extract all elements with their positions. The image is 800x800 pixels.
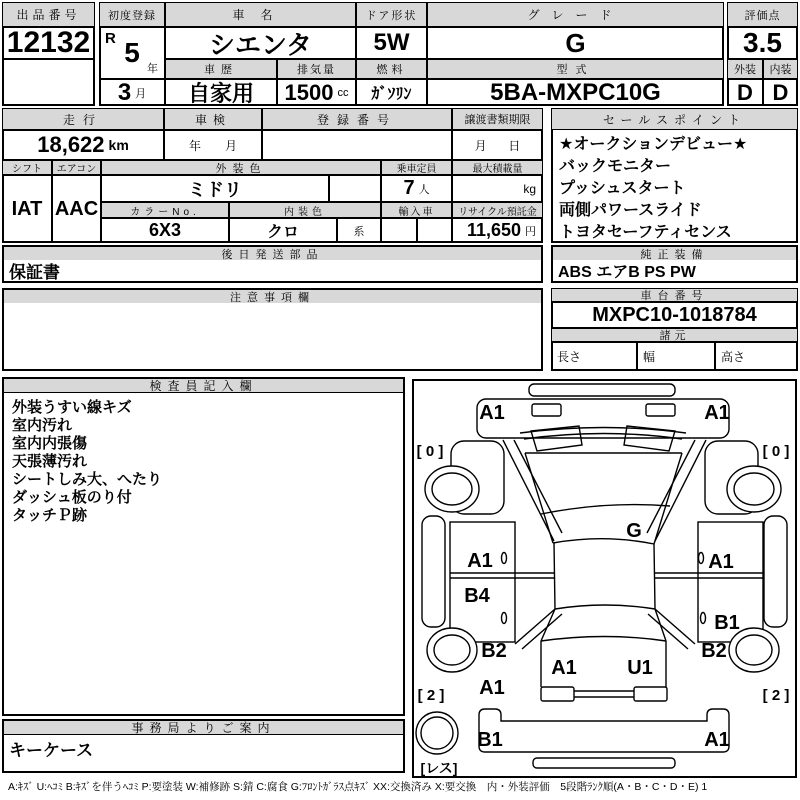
office-value: キーケース [9, 741, 94, 760]
recycle-fee-cell [452, 218, 543, 243]
headlight-left [532, 404, 561, 416]
fuel-value: ｶﾞｿﾘﾝ [356, 79, 427, 106]
model-code-label: 型式 [427, 59, 724, 79]
windshield-glass-bottom [541, 505, 670, 514]
registration-number-value [262, 130, 452, 160]
mark-front-door-right: A1 [708, 551, 734, 573]
displacement-cell [277, 79, 356, 106]
door-handle-rear-right [701, 613, 706, 624]
roof-rear-arc [555, 605, 655, 609]
mileage-cell [2, 130, 164, 160]
mark-rear-quarter-left: B2 [481, 640, 507, 662]
mark-rear-quarter-right: B2 [701, 640, 727, 662]
rear-bumper-trim [533, 758, 675, 768]
mark-rear-bumper-right: A1 [704, 729, 730, 751]
notes-label: 注意事項欄 [4, 290, 541, 303]
first-registration-year: 5 [124, 37, 140, 68]
fuel-label: 燃料 [356, 59, 427, 79]
notes-value [4, 303, 541, 369]
recycle-fee-unit: 円 [525, 225, 536, 238]
door-handle-rear-left [502, 613, 507, 624]
rear-glass-bottom [541, 637, 666, 642]
mark-tailgate-right: U1 [627, 657, 653, 679]
mark-rear-tire-right: [ 2 ] [762, 687, 790, 704]
inspection-month-unit: 月 [224, 138, 237, 153]
interior-color-suffix: 系 [337, 218, 381, 243]
door-shape-value: 5W [356, 27, 427, 59]
equipment-label: 純正装備 [553, 247, 796, 260]
year-unit: 年 [147, 63, 158, 75]
mark-rear-tire-left: [ 2 ] [417, 687, 445, 704]
sales-points-label: セールスポイント [551, 108, 798, 130]
side-sill-right [764, 516, 787, 627]
shift-label: シフト [2, 160, 52, 175]
car-name-label: 車名 [165, 2, 356, 27]
sales-point-item: 両側パワースライド [559, 202, 702, 219]
mileage-value: 18,622 [37, 132, 105, 157]
door-gap-lines [450, 573, 763, 578]
color-no-value: 6X3 [101, 218, 229, 243]
mark-windshield: G [626, 520, 642, 542]
sales-point-item: トヨタセーフティセンス [559, 224, 732, 241]
c-pillars [515, 609, 695, 649]
mark-front-left: A1 [479, 402, 505, 424]
spec-length-label: 長さ [551, 342, 637, 371]
max-load-unit: kg [523, 181, 536, 196]
shift-value: IAT [2, 175, 52, 243]
later-parts-label: 後日発送部品 [4, 247, 541, 260]
exterior-color-label: 外装色 [101, 160, 381, 175]
first-registration-label: 初度登録 [99, 2, 165, 27]
import-cell-left [381, 218, 417, 243]
mark-spare-tire: [レス] [420, 760, 458, 776]
chassis-value: MXPC10-1018784 [551, 302, 798, 328]
displacement-value: 1500 [284, 79, 334, 105]
mark-front-tire-right: [ 0 ] [762, 443, 790, 460]
interior-color-value: クロ [229, 218, 337, 243]
grade-label: グレード [427, 2, 724, 27]
registration-number-label: 登録番号 [262, 108, 452, 130]
auction-number-label: 出品番号 [2, 2, 95, 27]
auction-number-empty [2, 59, 95, 106]
displacement-label: 排気量 [277, 59, 356, 79]
interior-color-label: 内装色 [229, 202, 381, 218]
car-rear-bumper [479, 709, 729, 752]
import-cell-right [417, 218, 452, 243]
mark-rear-quarter-lower-left: A1 [479, 677, 505, 699]
inspector-label: 検査員記入欄 [4, 379, 403, 393]
a-pillar-left [503, 440, 562, 541]
inspection-year-unit: 年 [188, 138, 201, 153]
month-unit: 月 [135, 87, 147, 100]
first-registration-year-cell [99, 27, 165, 79]
score-value: 3.5 [727, 27, 798, 59]
roof-side-lines [554, 543, 655, 609]
damage-diagram-box [412, 379, 797, 778]
car-diagram [414, 381, 795, 776]
mileage-unit: km [108, 137, 129, 153]
inspector-item: 室内内張傷 [12, 435, 88, 452]
office-label: 事務局よりご案内 [4, 721, 403, 735]
inspection-cell [164, 130, 262, 160]
mileage-label: 走行 [2, 108, 164, 130]
door-panel-left [450, 522, 515, 642]
spec-width-label: 幅 [637, 342, 715, 371]
equipment-value: ABS エアB PS PW [558, 264, 696, 281]
mark-rear-door-left: B4 [464, 585, 490, 607]
transfer-day-unit: 日 [508, 138, 521, 153]
exterior-grade-label: 外装 [727, 59, 763, 79]
transfer-deadline-label: 譲渡書類期限 [452, 108, 543, 130]
sales-point-item: ★オークションデビュー★ [559, 136, 748, 153]
score-label: 評価点 [727, 2, 798, 27]
inspection-label: 車検 [164, 108, 262, 130]
aircon-label: エアコン [52, 160, 101, 175]
era-code: R [105, 30, 116, 47]
tail-trim-lines [574, 691, 634, 697]
car-hood [477, 399, 729, 438]
sales-points-list [553, 131, 796, 241]
model-code-value: 5BA-MXPC10G [427, 79, 724, 106]
capacity-cell [381, 175, 452, 202]
door-handle-front-left [502, 553, 507, 564]
door-handle-front-right [699, 553, 704, 564]
transfer-deadline-cell [452, 130, 543, 160]
tail-light-right [634, 687, 667, 701]
exterior-grade-value: D [727, 79, 763, 106]
displacement-unit: cc [337, 86, 349, 99]
chassis-label: 車台番号 [551, 288, 798, 302]
interior-grade-label: 内装 [763, 59, 798, 79]
max-load-label: 最大積載量 [452, 160, 543, 175]
history-value: 自家用 [165, 79, 277, 106]
inspector-item: 室内汚れ [12, 417, 73, 434]
inspector-item: ダッシュ板のり付 [12, 489, 132, 506]
mark-rear-door-right: B1 [714, 612, 740, 634]
sales-point-item: バックモニター [559, 158, 672, 175]
sales-point-item: プッシュスタート [559, 180, 686, 197]
car-name-value: シエンタ [165, 27, 356, 59]
later-parts-value: 保証書 [9, 263, 60, 281]
exterior-color-value: ミドリ [101, 175, 329, 202]
inspector-item: タッチＰ跡 [12, 507, 88, 524]
first-registration-month-cell [99, 79, 165, 106]
color-no-label: カラーNo. [101, 202, 229, 218]
max-load-cell [452, 175, 543, 202]
inspector-item: シートしみ大、へたり [12, 471, 163, 488]
inspector-item: 天張薄汚れ [12, 453, 88, 470]
capacity-unit: 人 [418, 183, 430, 196]
import-label: 輸入車 [381, 202, 452, 218]
spec-height-label: 高さ [715, 342, 798, 371]
headlight-right [646, 404, 675, 416]
recycle-fee-label: リサイクル預託金 [452, 202, 543, 218]
first-registration-month: 3 [117, 79, 132, 106]
inspector-item: 外装うすい線キズ [12, 399, 132, 416]
tail-light-left [541, 687, 574, 701]
interior-grade-value: D [763, 79, 798, 106]
recycle-fee-value: 11,650 [466, 220, 521, 240]
inspector-list [6, 396, 401, 711]
door-shape-label: ドア形状 [356, 2, 427, 27]
mark-front-tire-left: [ 0 ] [416, 443, 444, 460]
capacity-value: 7 [403, 177, 415, 199]
mark-tailgate-left: A1 [551, 657, 577, 679]
exterior-color-extra [329, 175, 381, 202]
spare-tire [416, 712, 458, 754]
auction-number-value: 12132 [2, 27, 95, 59]
aircon-value: AAC [52, 175, 101, 243]
mark-front-right: A1 [704, 402, 730, 424]
capacity-label: 乗車定員 [381, 160, 452, 175]
mark-front-door-left: A1 [467, 550, 493, 572]
grade-value: G [427, 27, 724, 59]
mark-rear-bumper-left: B1 [477, 729, 503, 751]
spec-label: 諸元 [551, 328, 798, 342]
history-label: 車歴 [165, 59, 277, 79]
side-sill-left [422, 516, 445, 627]
a-pillar-right [647, 440, 706, 541]
transfer-month-unit: 月 [474, 138, 487, 153]
legend-text: A:ｷｽﾞ U:ﾍｺﾐ B:ｷｽﾞを伴うﾍｺﾐ P:要塗装 W:補修跡 S:錆 C:腐食 G:ﾌﾛﾝﾄｶﾞﾗｽ点ｷｽﾞ XX:交換済み X:要交換 内・外装評価 5段階ﾗﾝｸ順(A・B・C・D・E) 1 [8, 781, 708, 793]
car-front-bumper [529, 384, 675, 396]
